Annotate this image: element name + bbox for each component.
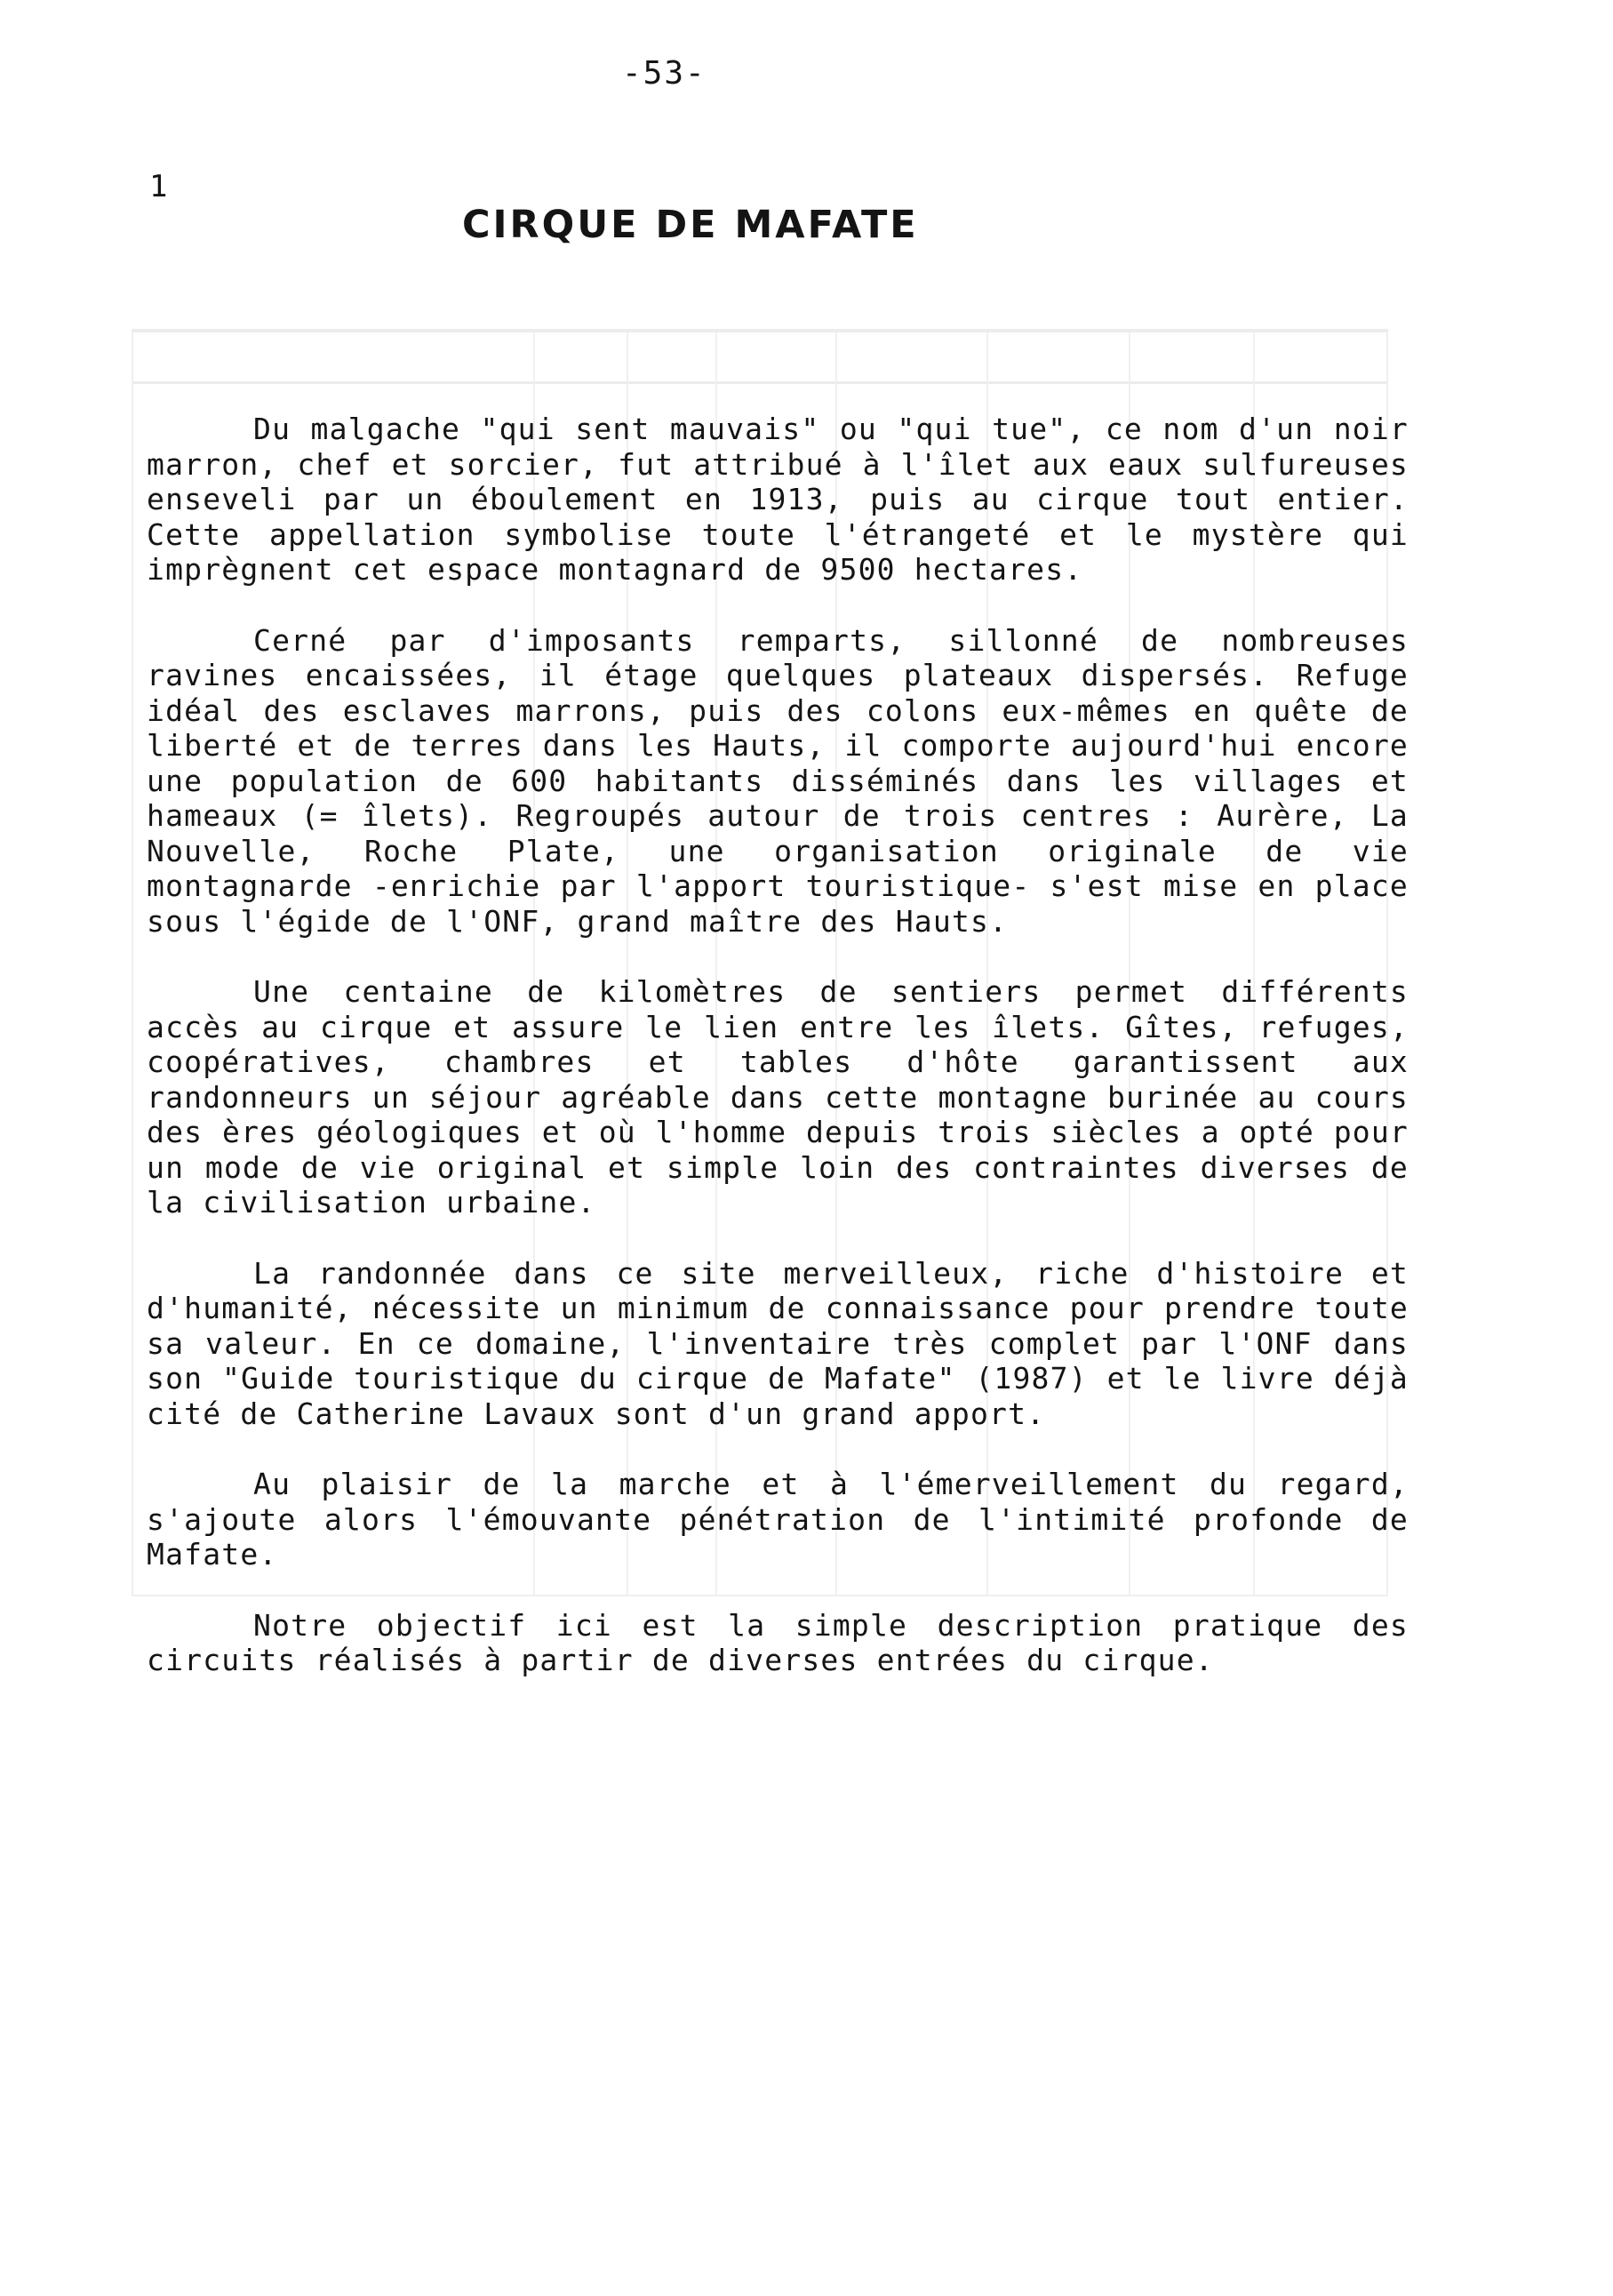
section-number: 1 bbox=[149, 169, 168, 204]
paragraph: Cerné par d'imposants remparts, sillonné de nombreuses ravines encaissées, il étage quelques plateaux dispersés. Refuge idéal des esclaves marrons, puis des colons eux-mêmes en quête de liberté et de terres dans les Hauts, il comporte aujourd'hui encore une population de 600 habitants disséminés dans les villages et hameaux (= îlets). Regroupés autour de trois centres : Aurère, La Nouvelle, Roche Plate, une organisation originale de vie montagnarde -enrichie par l'apport touristique- s'est mise en place sous l'égide de l'ONF, grand maître des Hauts. bbox=[147, 622, 1409, 939]
paragraph: Notre objectif ici est la simple description pratique des circuits réalisés à partir de diverses entrées du cirque. bbox=[147, 1607, 1409, 1677]
paragraph: La randonnée dans ce site merveilleux, riche d'histoire et d'humanité, nécessite un minimum de connaissance pour prendre toute sa valeur. En ce domaine, l'inventaire très complet par l'ONF dans son "Guide touristique du cirque de Mafate" (1987) et le livre déjà cité de Catherine Lavaux sont d'un grand apport. bbox=[147, 1255, 1409, 1431]
page-title: CIRQUE DE MAFATE bbox=[462, 203, 919, 247]
show-through-rule bbox=[133, 381, 1386, 384]
paragraph: Du malgache "qui sent mauvais" ou "qui tue", ce nom d'un noir marron, chef et sorcier, fut attribué à l'îlet aux eaux sulfureuses enseveli par un éboulement en 1913, puis au cirque tout entier. Cette appellation symbolise toute l'étrangeté et le mystère qui imprègnent cet espace montagnard de 9500 hectares. bbox=[147, 412, 1409, 587]
page-number: -53- bbox=[622, 55, 707, 92]
paragraph: Une centaine de kilomètres de sentiers permet différents accès au cirque et assure le lien entre les îlets. Gîtes, refuges, coopératives, chambres et tables d'hôte garantissent aux randonneurs un séjour agréable dans cette montagne burinée au cours des ères géologiques et où l'homme depuis trois siècles a opté pour un mode de vie original et simple loin des contraintes diverses de la civilisation urbaine. bbox=[147, 974, 1409, 1220]
paragraph: Au plaisir de la marche et à l'émerveillement du regard, s'ajoute alors l'émouvante pénétration de l'intimité profonde de Mafate. bbox=[147, 1467, 1409, 1572]
body-text bbox=[147, 412, 1409, 1714]
